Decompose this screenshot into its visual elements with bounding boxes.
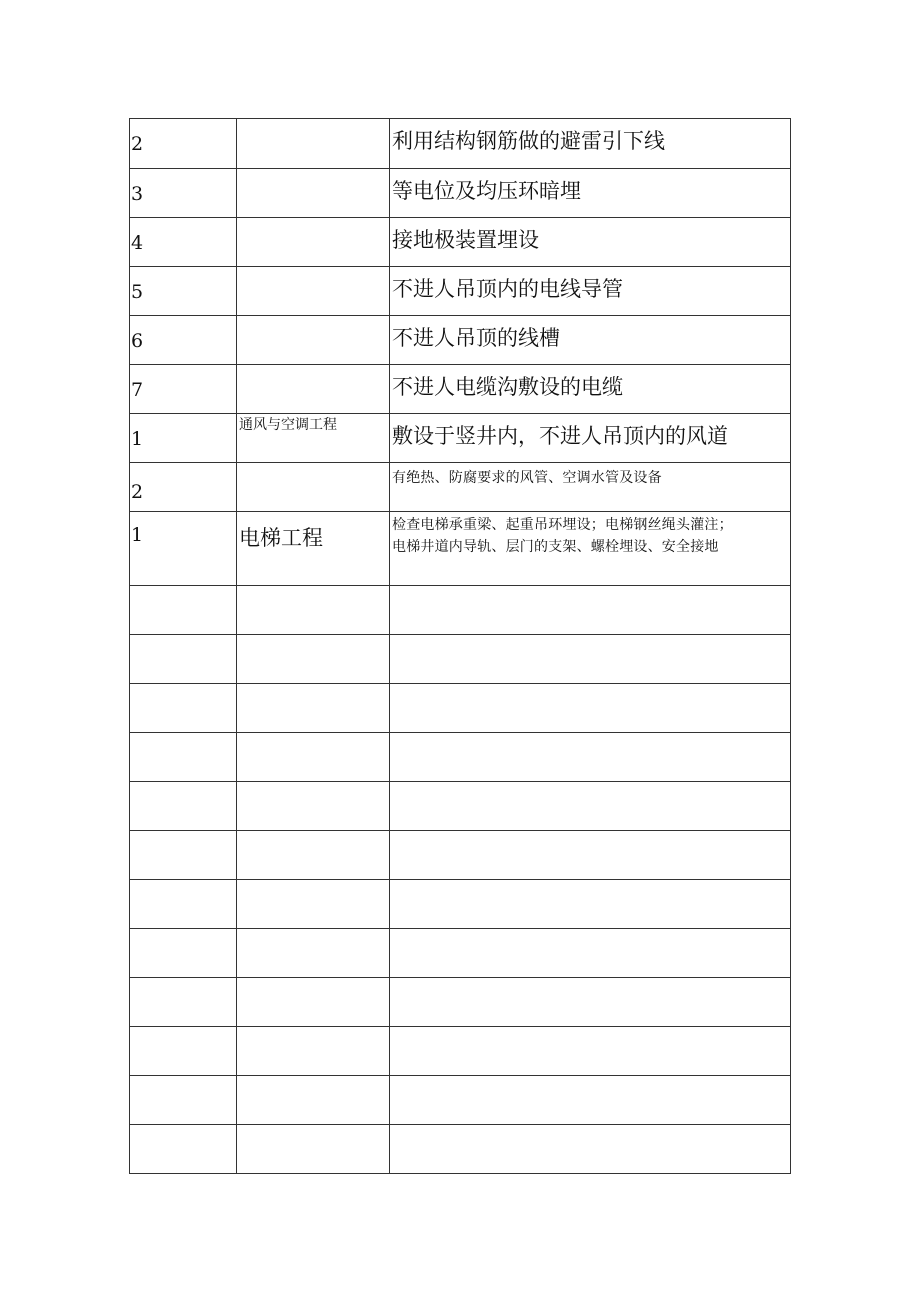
empty-cell [390,1125,791,1174]
empty-cell [237,1027,390,1076]
empty-cell [130,1027,237,1076]
empty-cell [390,586,791,635]
section-cell [237,218,390,267]
item-description: 敷设于竖井内，不进人吊顶内的风道 [390,414,791,463]
empty-cell [390,1027,791,1076]
item-number: 4 [130,218,237,267]
description-line: 电梯井道内导轨、层门的支架、螺栓埋设、安全接地 [392,539,719,556]
empty-cell [237,978,390,1027]
table-row [130,414,791,463]
empty-cell [130,1076,237,1125]
item-number: 2 [130,463,237,512]
empty-cell [390,684,791,733]
item-number: 7 [130,365,237,414]
empty-cell [130,929,237,978]
item-number: 2 [130,119,237,169]
empty-cell [130,635,237,684]
empty-cell [130,782,237,831]
item-description: 不进人吊顶的线槽 [390,316,791,365]
empty-cell [130,978,237,1027]
item-description: 接地极装置埋设 [390,218,791,267]
empty-cell [237,635,390,684]
empty-cell [390,1076,791,1125]
empty-row [130,880,791,929]
item-number: 6 [130,316,237,365]
item-number: 1 [130,414,237,463]
empty-cell [237,1076,390,1125]
item-description: 利用结构钢筋做的避雷引下线 [390,119,791,169]
item-number: 3 [130,169,237,218]
empty-cell [390,978,791,1027]
table-row [130,463,791,512]
empty-row [130,586,791,635]
empty-cell [130,586,237,635]
empty-cell [390,880,791,929]
empty-cell [390,733,791,782]
section-cell [237,169,390,218]
empty-row [130,684,791,733]
table-row [130,218,791,267]
table-row [130,267,791,316]
item-number: 5 [130,267,237,316]
section-cell [237,267,390,316]
empty-row [130,1125,791,1174]
empty-cell [390,831,791,880]
inspection-items-table [129,118,791,1174]
section-cell [237,365,390,414]
item-description: 不进人吊顶内的电线导管 [390,267,791,316]
empty-cell [130,1125,237,1174]
empty-cell [237,929,390,978]
table-row [130,512,791,586]
table-row [130,316,791,365]
empty-cell [130,831,237,880]
section-cell: 电梯工程 [237,512,390,586]
empty-row [130,733,791,782]
empty-row [130,978,791,1027]
section-cell [237,316,390,365]
empty-cell [237,831,390,880]
empty-cell [390,929,791,978]
empty-cell [237,782,390,831]
empty-cell [237,733,390,782]
empty-row [130,782,791,831]
item-description: 不进人电缆沟敷设的电缆 [390,365,791,414]
empty-cell [237,586,390,635]
section-cell: 通风与空调工程 [237,414,390,463]
empty-cell [237,684,390,733]
empty-row [130,1076,791,1125]
item-description: 等电位及均压环暗埋 [390,169,791,218]
empty-cell [237,1125,390,1174]
section-cell [237,463,390,512]
description-line: 检查电梯承重梁、起重吊环埋设；电梯钢丝绳头灌注； [392,517,733,533]
empty-cell [390,782,791,831]
item-description [390,512,791,586]
empty-row [130,929,791,978]
empty-cell [237,880,390,929]
empty-cell [130,733,237,782]
empty-cell [390,635,791,684]
empty-row [130,635,791,684]
table-row [130,169,791,218]
empty-cell [130,880,237,929]
empty-cell [130,684,237,733]
item-number: 1 [130,512,237,586]
table-row [130,365,791,414]
item-description: 有绝热、防腐要求的风管、空调水管及设备 [390,463,791,512]
table-row [130,119,791,169]
empty-row [130,1027,791,1076]
empty-row [130,831,791,880]
section-cell [237,119,390,169]
